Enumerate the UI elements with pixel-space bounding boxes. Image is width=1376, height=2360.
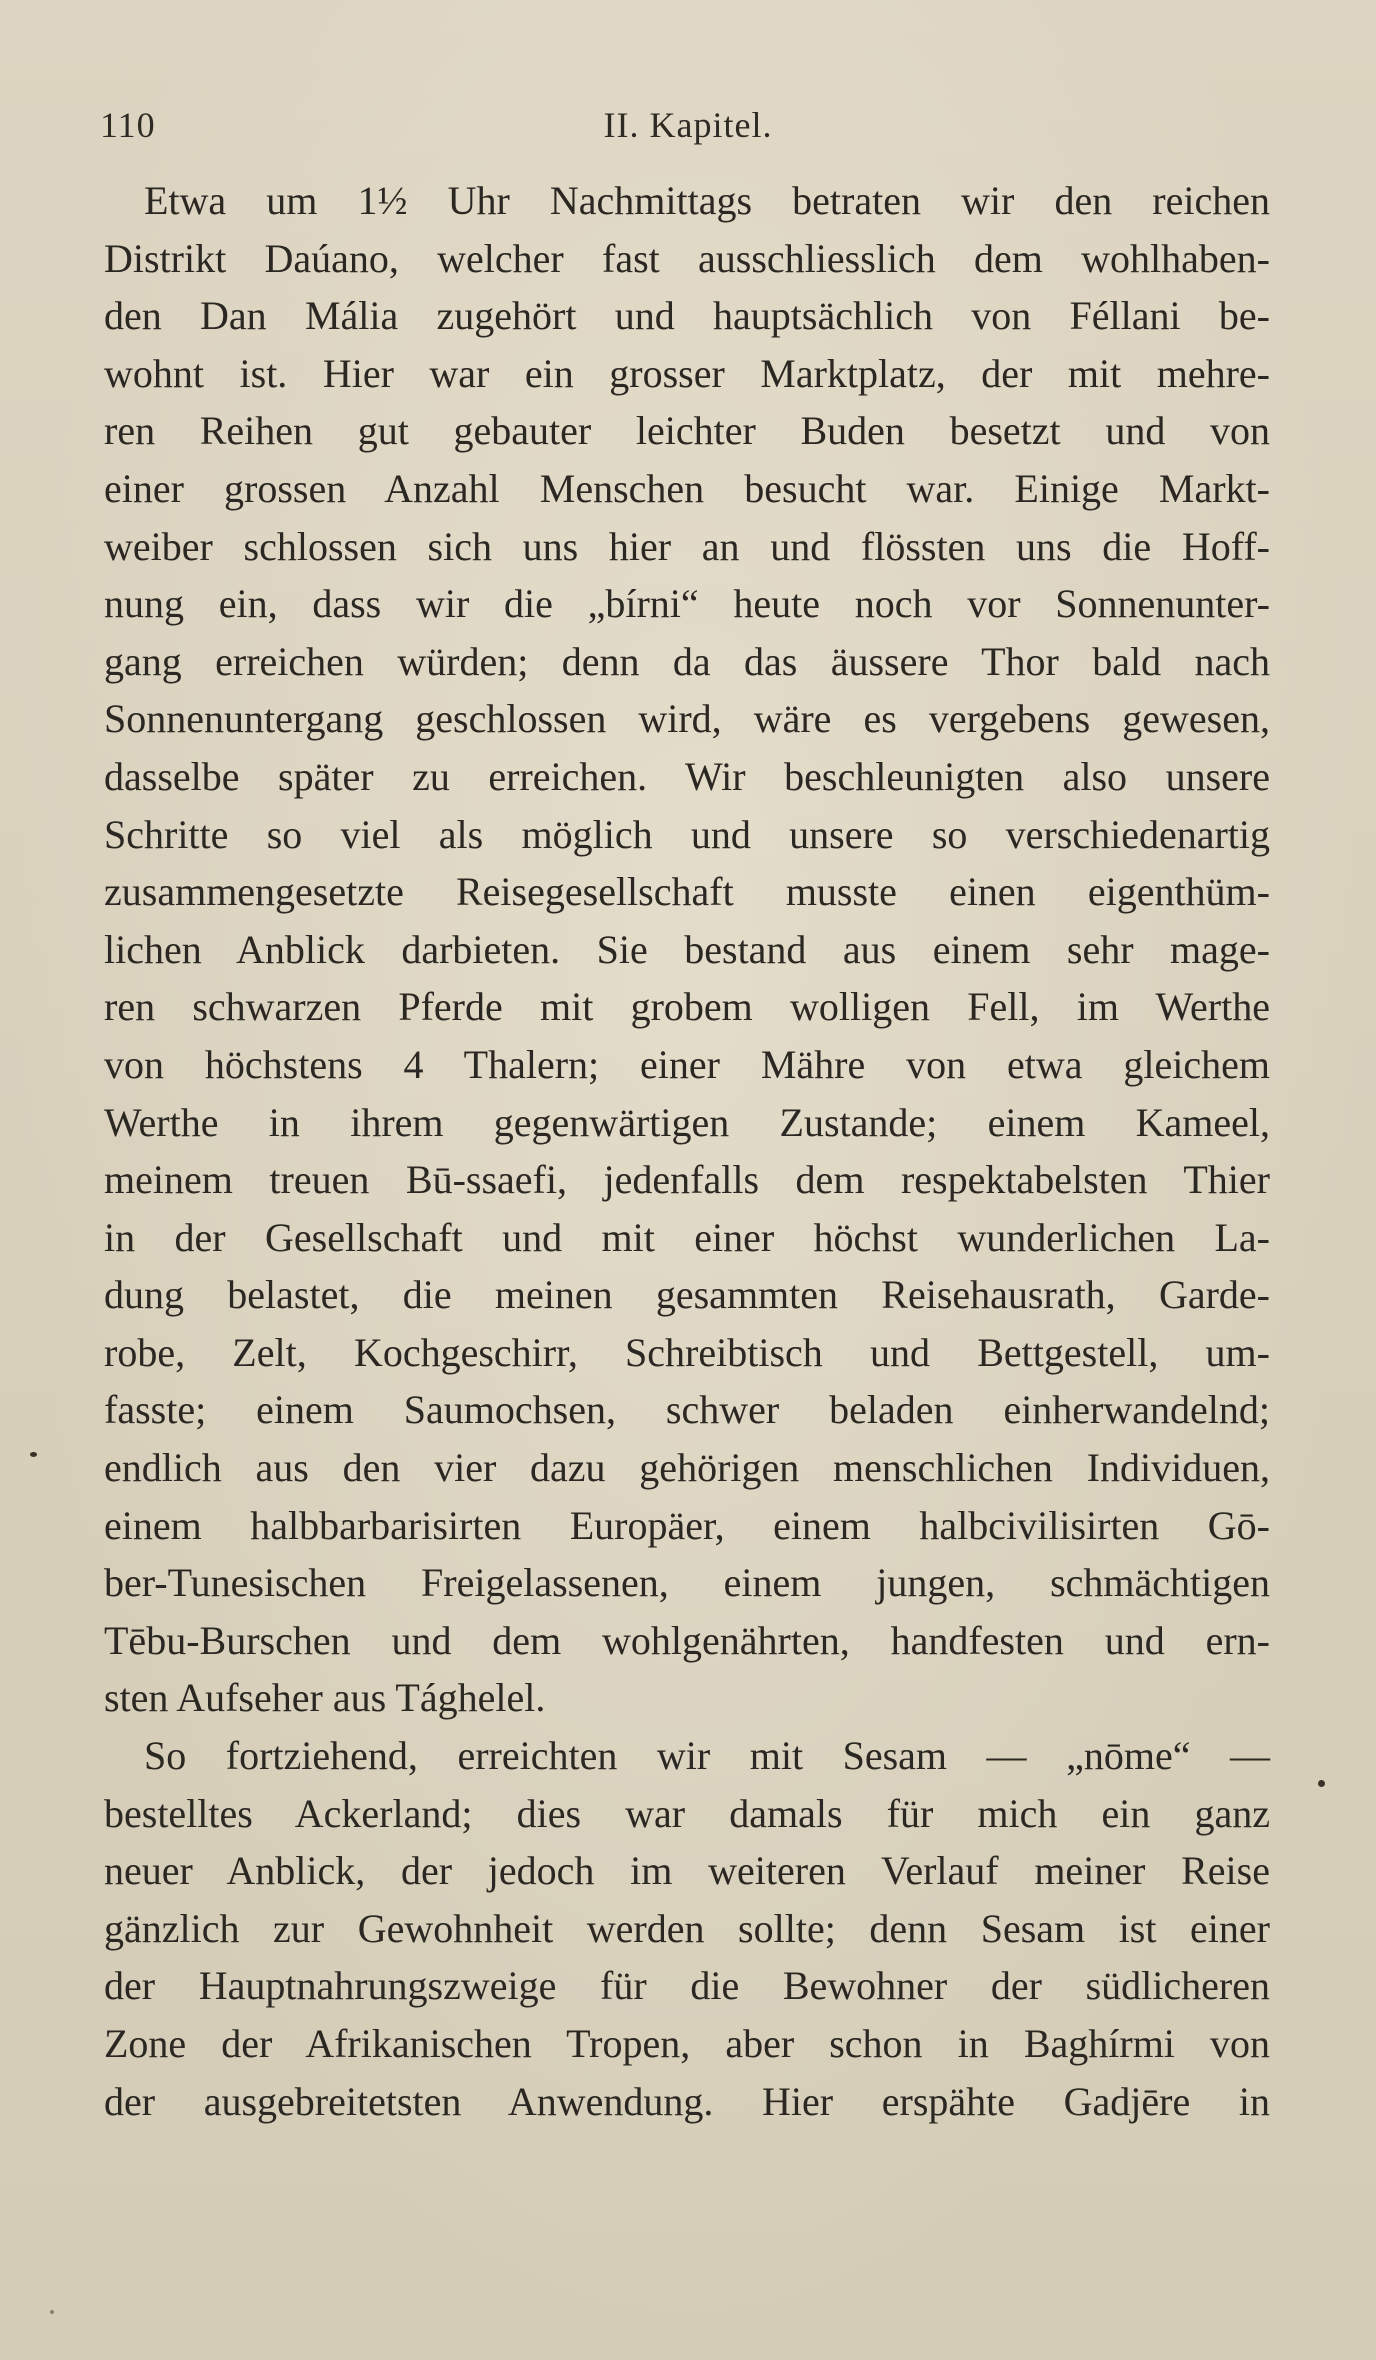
text-line: wohnt ist. Hier war ein grosser Marktplatz, der mit mehre-	[104, 350, 1270, 396]
text-line: ren Reihen gut gebauter leichter Buden besetzt und von	[104, 408, 1270, 454]
body-text	[104, 172, 1270, 2130]
text-line: in der Gesellschaft und mit einer höchst wunderlichen La-	[104, 1214, 1270, 1260]
text-line: der ausgebreitetsten Anwendung. Hier erspähte Gadjēre in	[104, 2078, 1270, 2124]
text-line: Sonnenuntergang geschlossen wird, wäre es vergebens gewesen,	[104, 696, 1270, 742]
text-line: gang erreichen würden; denn da das äussere Thor bald nach	[104, 638, 1270, 684]
text-line: den Dan Mália zugehört und hauptsächlich von Féllani be-	[104, 293, 1270, 339]
text-line: robe, Zelt, Kochgeschirr, Schreibtisch und Bettgestell, um-	[104, 1329, 1270, 1375]
text-line: ren schwarzen Pferde mit grobem wolligen Fell, im Werthe	[104, 984, 1270, 1030]
page-number: 110	[100, 105, 156, 145]
text-line: ber-Tunesischen Freigelassenen, einem jungen, schmächtigen	[104, 1560, 1270, 1606]
text-line: bestelltes Ackerland; dies war damals für mich ein ganz	[104, 1790, 1270, 1836]
text-line: zusammengesetzte Reisegesellschaft musste einen eigenthüm-	[104, 869, 1270, 915]
paper-speck	[50, 2310, 54, 2314]
text-line: Tēbu-Burschen und dem wohlgenährten, handfesten und ern-	[104, 1617, 1270, 1663]
text-line: neuer Anblick, der jedoch im weiteren Verlauf meiner Reise	[104, 1848, 1270, 1894]
text-line: einer grossen Anzahl Menschen besucht war. Einige Markt-	[104, 465, 1270, 511]
running-head: II. Kapitel.	[603, 105, 773, 145]
paper-speck	[30, 1452, 37, 1457]
text-line: Distrikt Daúano, welcher fast ausschliesslich dem wohlhaben-	[104, 235, 1270, 281]
text-line: Etwa um 1½ Uhr Nachmittags betraten wir den reichen	[144, 178, 1270, 223]
text-line: dasselbe später zu erreichen. Wir beschleunigten also unsere	[104, 753, 1270, 799]
text-line: der Hauptnahrungszweige für die Bewohner der südlicheren	[104, 1963, 1270, 2009]
text-line: fasste; einem Saumochsen, schwer beladen einherwandelnd;	[104, 1387, 1270, 1433]
page-header	[100, 104, 1276, 154]
text-line: sten Aufseher aus Tághelel.	[104, 1675, 546, 1721]
text-line: endlich aus den vier dazu gehörigen menschlichen Individuen,	[104, 1445, 1270, 1491]
text-line: Werthe in ihrem gegenwärtigen Zustande; einem Kameel,	[104, 1099, 1270, 1145]
text-line: Zone der Afrikanischen Tropen, aber schon in Baghírmi von	[104, 2021, 1270, 2066]
text-line: So fortziehend, erreichten wir mit Sesam — „nōme“ —	[144, 1733, 1270, 1779]
text-line: nung ein, dass wir die „bírni“ heute noch vor Sonnenunter-	[104, 581, 1270, 627]
text-line: Schritte so viel als möglich und unsere so verschiedenartig	[104, 811, 1270, 857]
text-line: lichen Anblick darbieten. Sie bestand aus einem sehr mage-	[104, 926, 1270, 972]
text-line: meinem treuen Bū-ssaefi, jedenfalls dem respektabelsten Thier	[104, 1157, 1270, 1203]
text-line: dung belastet, die meinen gesammten Reisehausrath, Garde-	[104, 1272, 1270, 1318]
paper-speck	[1318, 1780, 1325, 1787]
text-line: gänzlich zur Gewohnheit werden sollte; denn Sesam ist einer	[104, 1905, 1270, 1951]
text-line: einem halbbarbarisirten Europäer, einem halbcivilisirten Gō-	[104, 1502, 1270, 1548]
text-line: weiber schlossen sich uns hier an und flössten uns die Hoff-	[104, 523, 1270, 569]
text-line: von höchstens 4 Thalern; einer Mähre von etwa gleichem	[104, 1041, 1270, 1087]
